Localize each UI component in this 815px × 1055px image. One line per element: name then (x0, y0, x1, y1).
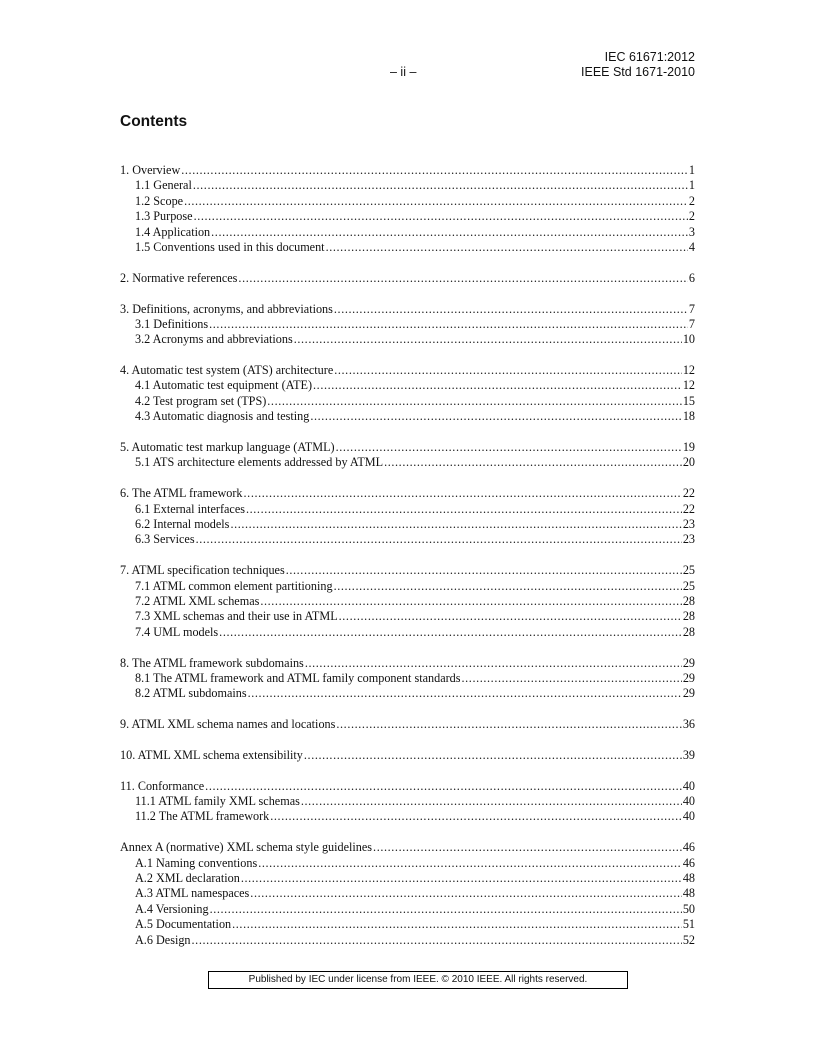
dot-leader (336, 440, 682, 455)
dot-leader (267, 394, 682, 409)
toc-entry-page: 3 (688, 224, 695, 239)
toc-entry[interactable] (120, 840, 695, 855)
toc-subentry[interactable] (120, 594, 695, 609)
toc-entry-title: 1.4 Application (135, 224, 211, 239)
toc-entry-title: 6.1 External interfaces (135, 501, 245, 516)
toc-entry-page: 4 (688, 239, 695, 254)
dot-leader (304, 748, 682, 763)
page-number: – ii – (390, 65, 417, 79)
toc-subentry[interactable] (120, 225, 695, 240)
toc-entry-title: 4.1 Automatic test equipment (ATE) (135, 378, 313, 393)
toc-entry-title: 6.2 Internal models (135, 516, 230, 531)
toc-entry-page: 25 (682, 563, 695, 578)
dot-leader (313, 378, 682, 393)
standard-iec-number: IEC 61671:2012 (604, 50, 695, 64)
toc-entry-title: 3.2 Acronyms and abbreviations (135, 332, 293, 347)
dot-leader (196, 532, 682, 547)
toc-section (120, 748, 695, 763)
toc-subentry[interactable] (120, 856, 695, 871)
dot-leader (294, 332, 682, 347)
toc-entry-title: A.3 ATML namespaces (135, 886, 250, 901)
toc-section (120, 163, 695, 255)
dot-leader (301, 794, 682, 809)
toc-entry-title: 4. Automatic test system (ATS) architecture (120, 363, 334, 378)
toc-section (120, 563, 695, 640)
toc-entry-page: 50 (682, 901, 695, 916)
dot-leader (250, 886, 682, 901)
toc-entry-title: A.5 Documentation (135, 917, 232, 932)
dot-leader (230, 517, 681, 532)
toc-entry-title: Annex A (normative) XML schema style guidelines (120, 840, 373, 855)
toc-entry-title: 1. Overview (120, 163, 181, 177)
toc-entry-title: 7. ATML specification techniques (120, 563, 285, 578)
toc-entry-page: 12 (682, 363, 695, 378)
toc-entry[interactable] (120, 302, 695, 317)
toc-entry[interactable] (120, 748, 695, 763)
dot-leader (336, 717, 681, 732)
toc-entry-page: 18 (682, 409, 695, 424)
toc-entry-page: 22 (682, 501, 695, 516)
table-of-contents (120, 163, 695, 963)
toc-subentry[interactable] (120, 455, 695, 470)
dot-leader (384, 455, 682, 470)
dot-leader (334, 579, 682, 594)
toc-subentry[interactable] (120, 240, 695, 255)
dot-leader (246, 502, 682, 517)
toc-entry-page: 7 (688, 301, 695, 316)
dot-leader (244, 486, 682, 501)
toc-subentry[interactable] (120, 317, 695, 332)
dot-leader (334, 363, 682, 378)
toc-entry-page: 7 (688, 316, 695, 331)
dot-leader (270, 809, 682, 824)
toc-subentry[interactable] (120, 409, 695, 424)
toc-subentry[interactable] (120, 517, 695, 532)
toc-entry-title: 4.3 Automatic diagnosis and testing (135, 409, 310, 424)
toc-entry-title: 3. Definitions, acronyms, and abbreviations (120, 301, 333, 316)
toc-subentry[interactable] (120, 871, 695, 886)
toc-entry-page: 46 (682, 840, 695, 855)
toc-entry-page: 39 (682, 747, 695, 762)
toc-entry-page: 23 (682, 516, 695, 531)
toc-subentry[interactable] (120, 902, 695, 917)
dot-leader (339, 609, 682, 624)
toc-entry-title: 5. Automatic test markup language (ATML) (120, 440, 335, 455)
dot-leader (192, 933, 682, 948)
toc-subentry[interactable] (120, 579, 695, 594)
dot-leader (205, 779, 682, 794)
toc-subentry[interactable] (120, 194, 695, 209)
toc-subentry[interactable] (120, 394, 695, 409)
toc-entry[interactable] (120, 440, 695, 455)
dot-leader (373, 840, 682, 855)
dot-leader (238, 271, 687, 286)
toc-entry-page: 6 (688, 270, 695, 285)
page-title: Contents (120, 113, 188, 130)
toc-entry-title: 4.2 Test program set (TPS) (135, 393, 267, 408)
toc-entry-page: 40 (682, 778, 695, 793)
dot-leader (193, 178, 688, 193)
toc-entry-title: 1.5 Conventions used in this document (135, 239, 325, 254)
toc-entry[interactable] (120, 717, 695, 732)
toc-entry-page: 40 (682, 809, 695, 824)
toc-entry-page: 48 (682, 886, 695, 901)
toc-subentry[interactable] (120, 794, 695, 809)
toc-entry-page: 1 (688, 163, 695, 177)
toc-entry-page: 2 (688, 193, 695, 208)
toc-subentry[interactable] (120, 809, 695, 824)
toc-entry-page: 29 (682, 655, 695, 670)
toc-entry-page: 10 (682, 332, 695, 347)
dot-leader (209, 317, 688, 332)
toc-subentry[interactable] (120, 671, 695, 686)
toc-subentry[interactable] (120, 532, 695, 547)
dot-leader (211, 225, 688, 240)
toc-entry-title: 10. ATML XML schema extensibility (120, 747, 303, 762)
dot-leader (260, 594, 681, 609)
toc-subentry[interactable] (120, 625, 695, 640)
toc-entry-page: 36 (682, 717, 695, 732)
toc-subentry[interactable] (120, 886, 695, 901)
toc-entry-title: 1.3 Purpose (135, 209, 193, 224)
toc-subentry[interactable] (120, 917, 695, 932)
toc-entry-title: A.4 Versioning (135, 901, 209, 916)
toc-entry[interactable] (120, 486, 695, 501)
toc-entry[interactable] (120, 656, 695, 671)
toc-entry-page: 2 (688, 209, 695, 224)
toc-entry-title: 5.1 ATS architecture elements addressed by ATML (135, 455, 384, 470)
toc-subentry[interactable] (120, 686, 695, 701)
toc-entry-title: 11.1 ATML family XML schemas (135, 794, 300, 809)
dot-leader (326, 240, 688, 255)
standard-ieee-number: IEEE Std 1671-2010 (581, 65, 695, 79)
dot-leader (232, 917, 682, 932)
toc-entry-page: 1 (688, 178, 695, 193)
dot-leader (194, 209, 688, 224)
dot-leader (181, 163, 688, 178)
toc-section (120, 363, 695, 425)
dot-leader (219, 625, 682, 640)
toc-entry-title: 11. Conformance (120, 778, 205, 793)
toc-subentry[interactable] (120, 378, 695, 393)
toc-section (120, 779, 695, 825)
toc-entry-page: 28 (682, 624, 695, 639)
toc-entry-title: 8.1 The ATML framework and ATML family component standards (135, 670, 461, 685)
toc-subentry[interactable] (120, 209, 695, 224)
toc-entry-page: 51 (682, 917, 695, 932)
toc-entry-title: 1.2 Scope (135, 193, 184, 208)
toc-entry-title: A.2 XML declaration (135, 870, 240, 885)
toc-section (120, 271, 695, 286)
toc-entry-page: 19 (682, 440, 695, 455)
toc-entry-title: 7.4 UML models (135, 624, 219, 639)
toc-section (120, 656, 695, 702)
dot-leader (310, 409, 681, 424)
dot-leader (248, 686, 682, 701)
toc-subentry[interactable] (120, 502, 695, 517)
toc-entry-title: 8.2 ATML subdomains (135, 686, 247, 701)
dot-leader (184, 194, 688, 209)
toc-entry-title: 7.3 XML schemas and their use in ATML (135, 609, 338, 624)
toc-entry-title: A.6 Design (135, 932, 191, 947)
toc-entry[interactable] (120, 271, 695, 286)
toc-entry-title: 9. ATML XML schema names and locations (120, 717, 336, 732)
toc-entry-page: 29 (682, 670, 695, 685)
toc-entry[interactable] (120, 363, 695, 378)
toc-entry-page: 48 (682, 870, 695, 885)
toc-subentry[interactable] (120, 933, 695, 948)
dot-leader (210, 902, 682, 917)
toc-entry-page: 29 (682, 686, 695, 701)
dot-leader (258, 856, 682, 871)
toc-entry-title: 11.2 The ATML framework (135, 809, 270, 824)
toc-section (120, 302, 695, 348)
toc-section (120, 440, 695, 471)
toc-entry[interactable] (120, 563, 695, 578)
toc-section (120, 840, 695, 948)
toc-entry-title: 1.1 General (135, 178, 192, 193)
toc-subentry[interactable] (120, 609, 695, 624)
toc-entry-page: 46 (682, 855, 695, 870)
toc-entry-page: 28 (682, 593, 695, 608)
toc-entry[interactable] (120, 163, 695, 178)
dot-leader (286, 563, 682, 578)
toc-section (120, 717, 695, 732)
toc-entry-page: 52 (682, 932, 695, 947)
dot-leader (334, 302, 688, 317)
toc-entry-title: 2. Normative references (120, 270, 238, 285)
toc-entry-title: 6.3 Services (135, 532, 195, 547)
toc-entry-page: 22 (682, 486, 695, 501)
toc-entry-page: 28 (682, 609, 695, 624)
toc-entry-title: 7.1 ATML common element partitioning (135, 578, 333, 593)
dot-leader (305, 656, 682, 671)
toc-subentry[interactable] (120, 332, 695, 347)
dot-leader (241, 871, 682, 886)
toc-entry[interactable] (120, 779, 695, 794)
toc-section (120, 486, 695, 548)
toc-entry-page: 20 (682, 455, 695, 470)
toc-entry-page: 12 (682, 378, 695, 393)
toc-entry-title: A.1 Naming conventions (135, 855, 258, 870)
toc-entry-title: 8. The ATML framework subdomains (120, 655, 304, 670)
toc-entry-page: 25 (682, 578, 695, 593)
toc-entry-page: 40 (682, 794, 695, 809)
dot-leader (462, 671, 682, 686)
copyright-footer: Published by IEC under license from IEEE. © 2010 IEEE. All rights reserved. (208, 971, 628, 989)
toc-subentry[interactable] (120, 178, 695, 193)
toc-entry-title: 6. The ATML framework (120, 486, 243, 501)
toc-entry-title: 7.2 ATML XML schemas (135, 593, 260, 608)
toc-entry-title: 3.1 Definitions (135, 316, 209, 331)
toc-entry-page: 15 (682, 393, 695, 408)
toc-entry-page: 23 (682, 532, 695, 547)
